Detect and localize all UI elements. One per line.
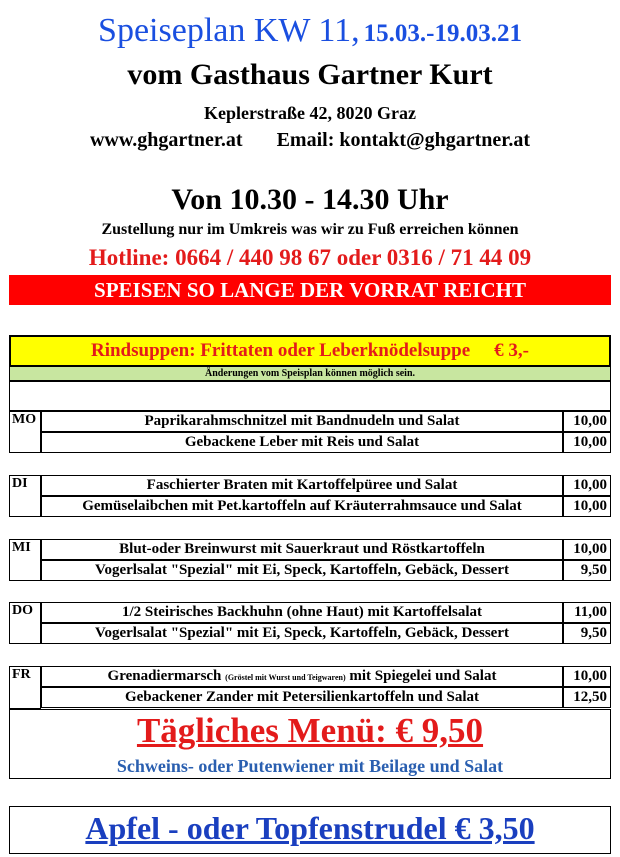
day-label-mo: MO (9, 411, 41, 453)
soup-text: Rindsuppen: Frittaten oder Leberknödelsuppe (90, 340, 471, 361)
contact-line (0, 129, 620, 152)
dish-di-1: Faschierter Braten mit Kartoffelpüree und Salat (41, 475, 563, 496)
price-mo-2: 10,00 (563, 432, 611, 453)
dish-do-2: Vogerlsalat "Spezial" mit Ei, Speck, Kartoffeln, Gebäck, Dessert (41, 623, 563, 644)
note-box (9, 366, 611, 381)
dish-fr-1-main: Grenadiermarsch (107, 668, 222, 684)
dish-mo-1: Paprikarahmschnitzel mit Bandnudeln und Salat (41, 411, 563, 432)
dish-fr-1-rest: mit Spiegelei und Salat (349, 668, 497, 684)
day-label-do: DO (9, 602, 41, 644)
opening-hours: Von 10.30 - 14.30 Uhr (171, 183, 449, 216)
website-link[interactable]: www.ghgartner.at (89, 129, 243, 151)
email-link[interactable]: Email: kontakt@ghgartner.at (276, 129, 531, 151)
day-label-fr: FR (9, 666, 41, 709)
restaurant-name: vom Gasthaus Gartner Kurt (127, 58, 493, 91)
soup-box (9, 335, 611, 367)
dish-fr-2: Gebackener Zander mit Petersilienkartoffeln und Salat (41, 687, 563, 708)
delivery-note: Zustellung nur im Umkreis was wir zu Fuß erreichen können (101, 221, 519, 238)
price-di-2: 10,00 (563, 496, 611, 517)
change-note: Änderungen vom Speisplan können möglich sein. (204, 368, 416, 379)
price-mi-2: 9,50 (563, 560, 611, 581)
hotline: Hotline: 0664 / 440 98 67 oder 0316 / 71 44 09 (88, 245, 532, 270)
stock-banner: SPEISEN SO LANGE DER VORRAT REICHT (9, 275, 611, 305)
dish-di-2: Gemüselaibchen mit Pet.kartoffeln auf Kräuterrahmsauce und Salat (41, 496, 563, 517)
soup-price: € 3,- (494, 340, 529, 361)
spacer-box (9, 381, 611, 411)
daily-menu-title: Tägliches Menü: € 9,50 (136, 711, 484, 750)
price-fr-1: 10,00 (563, 666, 611, 687)
soup-line (11, 340, 609, 362)
page-title (0, 12, 620, 50)
day-label-mi: MI (9, 539, 41, 581)
date-range: 15.03.-19.03.21 (363, 20, 522, 47)
strudel-offer: Apfel - oder Topfenstrudel € 3,50 (85, 810, 535, 846)
address: Keplerstraße 42, 8020 Graz (204, 103, 416, 123)
title-text: Speiseplan KW 11, (98, 12, 360, 49)
price-do-1: 11,00 (563, 602, 611, 623)
dish-mi-1: Blut-oder Breinwurst mit Sauerkraut und Röstkartoffeln (41, 539, 563, 560)
daily-menu-subtitle: Schweins- oder Putenwiener mit Beilage und Salat (116, 756, 504, 776)
price-fr-2: 12,50 (563, 687, 611, 708)
price-mi-1: 10,00 (563, 539, 611, 560)
price-di-1: 10,00 (563, 475, 611, 496)
dish-fr-1-note: (Gröstel mit Wurst und Teigwaren) (225, 673, 346, 682)
day-label-di: DI (9, 475, 41, 517)
dish-mi-2: Vogerlsalat "Spezial" mit Ei, Speck, Kartoffeln, Gebäck, Dessert (41, 560, 563, 581)
dish-do-1: 1/2 Steirisches Backhuhn (ohne Haut) mit Kartoffelsalat (41, 602, 563, 623)
price-do-2: 9,50 (563, 623, 611, 644)
dish-fr-1 (41, 666, 563, 687)
price-mo-1: 10,00 (563, 411, 611, 432)
dish-mo-2: Gebackene Leber mit Reis und Salat (41, 432, 563, 453)
